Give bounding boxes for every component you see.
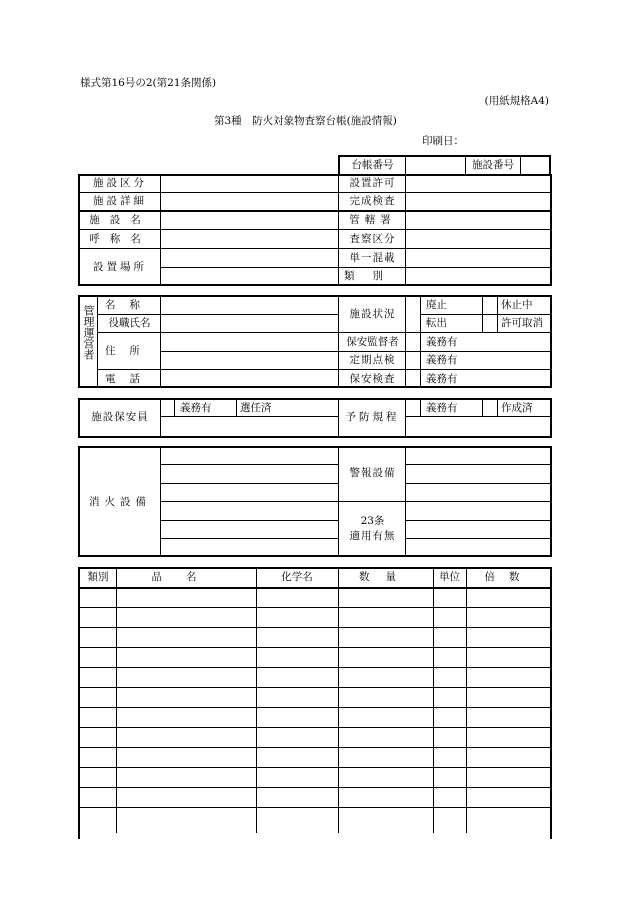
paper-size: (用紙規格A4) [484, 95, 549, 107]
table-row-line [78, 727, 552, 728]
col-class: 類別 [87, 571, 109, 583]
label-op-title: 役職氏名 [108, 317, 151, 329]
label-facility-category: 施設区分 [93, 177, 147, 189]
label-inspection-category: 査察区分 [349, 233, 396, 245]
status-abolished: 廃止 [426, 299, 447, 311]
duty-supervisor: 義務有 [426, 336, 458, 348]
status-transferred: 転出 [426, 317, 447, 329]
rule-created: 作成済 [501, 402, 533, 414]
label-op-address: 住所 [105, 345, 154, 357]
table-row-line [78, 767, 552, 768]
ledger-no-label: 台帳番号 [351, 159, 394, 171]
label-op-name: 名称 [105, 299, 154, 311]
col-multiple: 倍数 [484, 571, 534, 583]
label-prevention-rules: 予防規程 [345, 411, 400, 423]
form-number: 様式第16号の2(第21条関係) [80, 77, 217, 89]
table-row-line [78, 667, 552, 668]
label-common-name: 呼称名 [89, 233, 151, 245]
print-date-label: 印刷日： [422, 135, 464, 147]
label-location: 設置場所 [93, 261, 147, 273]
table-row-line [78, 707, 552, 708]
label-completion: 完成検査 [349, 195, 396, 207]
guard-appointed: 選任済 [240, 402, 272, 414]
table-row-line [78, 607, 552, 608]
label-op-phone: 電話 [105, 373, 154, 385]
table-row-line [78, 787, 552, 788]
duty-safety: 義務有 [426, 373, 458, 385]
guard-duty: 義務有 [180, 402, 212, 414]
label-single-mixed: 単一混載 [349, 252, 396, 264]
label-alarm: 警報設備 [349, 467, 396, 479]
label-article23-2: 適用有無 [349, 530, 396, 542]
label-periodic-inspection: 定期点検 [349, 354, 396, 366]
label-facility-status: 施設状況 [349, 308, 396, 320]
label-safety-supervisor: 保安監督者 [346, 336, 399, 348]
label-class: 類別 [344, 270, 401, 282]
label-jurisdiction: 管轄署 [349, 214, 396, 226]
col-product: 品名 [151, 571, 221, 583]
label-operator-group: 管理運営者 [82, 305, 95, 360]
table-row-line [78, 747, 552, 748]
table-row-line [78, 627, 552, 628]
label-safety-inspection: 保安検査 [349, 373, 396, 385]
table-row-line [78, 647, 552, 648]
facility-no-label: 施設番号 [472, 159, 514, 171]
duty-periodic: 義務有 [426, 354, 458, 366]
label-fire-extinguishing: 消火設備 [89, 496, 151, 508]
label-facility-detail: 施設詳細 [93, 195, 147, 207]
col-chemical: 化学名 [281, 571, 313, 583]
rule-duty: 義務有 [426, 402, 458, 414]
status-suspended: 休止中 [501, 299, 533, 311]
label-security-guard: 施設保安員 [91, 411, 149, 423]
col-unit: 単位 [439, 571, 460, 583]
label-article23-1: 23条 [360, 515, 385, 527]
status-revoked: 許可取消 [501, 317, 543, 329]
col-quantity: 数量 [359, 571, 412, 583]
label-facility-name: 施設名 [89, 214, 151, 226]
table-row-line [78, 807, 552, 808]
page-title: 第3種 防火対象物査察台帳(施設情報) [214, 115, 397, 127]
table-row-line [78, 687, 552, 688]
label-permit: 設置許可 [349, 177, 396, 189]
